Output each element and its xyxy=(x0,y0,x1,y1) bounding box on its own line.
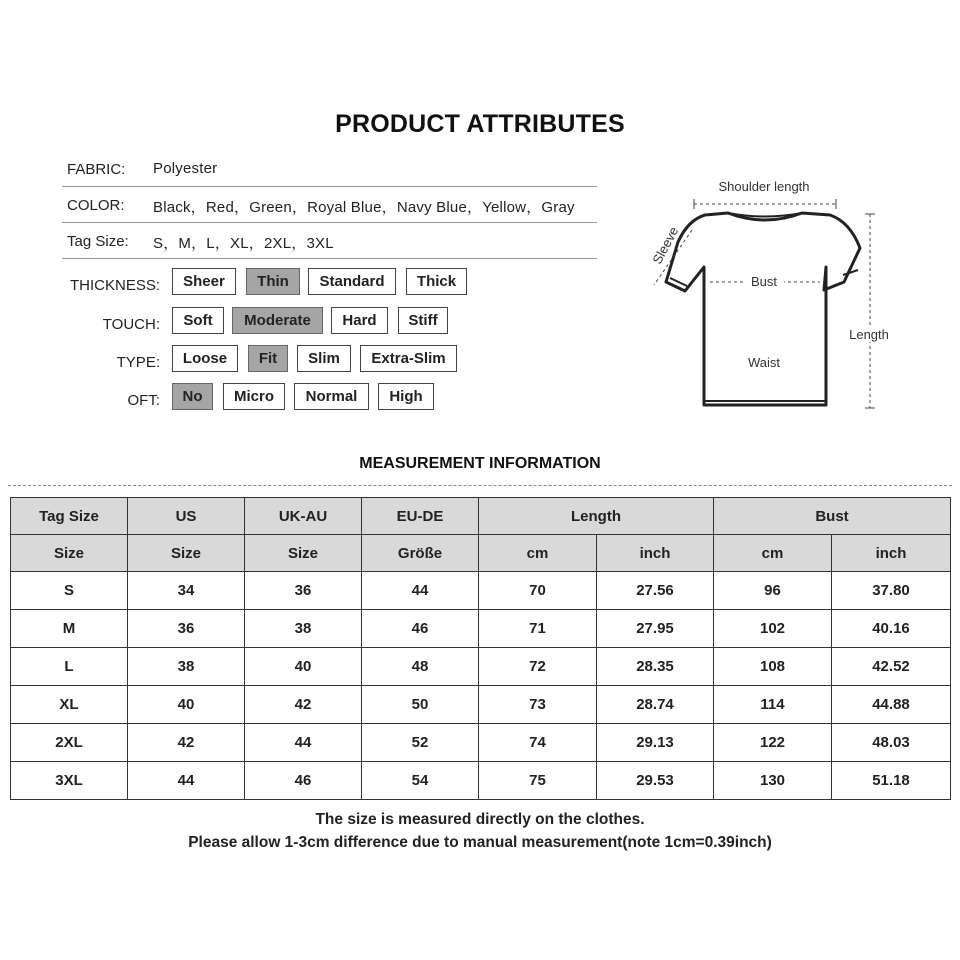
note-line-2: Please allow 1-3cm difference due to manual measurement(note 1cm=0.39inch) xyxy=(188,834,772,851)
oft-option-micro: Micro xyxy=(223,383,285,410)
table-cell: 44 xyxy=(362,572,479,610)
table-cell: 28.35 xyxy=(597,648,714,686)
table-cell: 29.13 xyxy=(597,724,714,762)
table-cell: 48.03 xyxy=(832,724,951,762)
oft-option-no: No xyxy=(172,383,213,410)
table-cell: 74 xyxy=(479,724,597,762)
table-subheader-cell: inch xyxy=(832,535,951,572)
table-cell: 75 xyxy=(479,762,597,800)
table-subheader-cell: Size xyxy=(128,535,245,572)
table-header-row xyxy=(11,498,951,535)
table-cell: 52 xyxy=(362,724,479,762)
table-cell: 122 xyxy=(714,724,832,762)
table-subheader-cell: cm xyxy=(479,535,597,572)
table-cell: 44 xyxy=(245,724,362,762)
thickness-option-sheer: Sheer xyxy=(172,268,236,295)
table-subheader-row xyxy=(11,535,951,572)
type-label: TYPE: xyxy=(116,354,160,371)
oft-option-high: High xyxy=(378,383,434,410)
table-header-cell: UK-AU xyxy=(245,498,362,535)
table-cell: 42 xyxy=(128,724,245,762)
table-row xyxy=(11,724,951,762)
table-subheader-cell: Größe xyxy=(362,535,479,572)
thickness-label: THICKNESS: xyxy=(69,277,160,294)
table-cell: 37.80 xyxy=(832,572,951,610)
thickness-option-thin: Thin xyxy=(246,268,300,295)
waist-label: Waist xyxy=(747,355,781,370)
table-cell: 114 xyxy=(714,686,832,724)
note-line-1: The size is measured directly on the clothes. xyxy=(315,811,645,828)
table-cell: M xyxy=(11,610,128,648)
table-header-cell: EU-DE xyxy=(362,498,479,535)
color-label: COLOR: xyxy=(67,197,125,214)
table-cell: S xyxy=(11,572,128,610)
fabric-value: Polyester xyxy=(153,160,218,177)
bust-label: Bust xyxy=(750,274,778,289)
table-cell: 40.16 xyxy=(832,610,951,648)
type-option-extra-slim: Extra-Slim xyxy=(360,345,457,372)
table-cell: 38 xyxy=(128,648,245,686)
thickness-option-thick: Thick xyxy=(406,268,467,295)
table-cell: 28.74 xyxy=(597,686,714,724)
table-subheader-cell: Size xyxy=(11,535,128,572)
divider xyxy=(62,186,597,187)
table-header-cell: Length xyxy=(479,498,714,535)
touch-option-hard: Hard xyxy=(331,307,388,334)
table-cell: 46 xyxy=(245,762,362,800)
length-label: Length xyxy=(849,327,889,342)
measurement-title: MEASUREMENT INFORMATION xyxy=(359,455,601,472)
table-header-cell: Bust xyxy=(714,498,951,535)
tag-size-label: Tag Size: xyxy=(67,233,129,250)
table-cell: 3XL xyxy=(11,762,128,800)
table-subheader-cell: Size xyxy=(245,535,362,572)
table-cell: L xyxy=(11,648,128,686)
tshirt-outline xyxy=(666,213,860,405)
table-row xyxy=(11,648,951,686)
table-cell: 96 xyxy=(714,572,832,610)
table-row xyxy=(11,762,951,800)
sleeve-label: Sleeve xyxy=(649,224,682,267)
shoulder-length-label: Shoulder length xyxy=(718,179,810,194)
table-cell: 72 xyxy=(479,648,597,686)
table-cell: 40 xyxy=(245,648,362,686)
table-subheader-cell: inch xyxy=(597,535,714,572)
tag-size-value: S，M，L，XL，2XL，3XL xyxy=(153,235,334,252)
table-cell: 102 xyxy=(714,610,832,648)
table-row xyxy=(11,686,951,724)
divider xyxy=(62,222,597,223)
table-cell: 27.95 xyxy=(597,610,714,648)
table-header-cell: US xyxy=(128,498,245,535)
table-cell: 51.18 xyxy=(832,762,951,800)
tshirt-diagram xyxy=(630,170,910,420)
table-subheader-cell: cm xyxy=(714,535,832,572)
table-cell: 34 xyxy=(128,572,245,610)
table-cell: 130 xyxy=(714,762,832,800)
color-value: Black，Red，Green，Royal Blue，Navy Blue，Yellow，Gray xyxy=(153,199,575,216)
table-row xyxy=(11,610,951,648)
table-cell: 54 xyxy=(362,762,479,800)
oft-label: OFT: xyxy=(127,392,160,409)
measurement-table xyxy=(10,497,951,800)
touch-option-soft: Soft xyxy=(172,307,224,334)
table-cell: XL xyxy=(11,686,128,724)
table-cell: 40 xyxy=(128,686,245,724)
table-cell: 46 xyxy=(362,610,479,648)
table-row xyxy=(11,572,951,610)
dashed-divider xyxy=(8,485,952,486)
touch-option-moderate: Moderate xyxy=(232,307,323,334)
oft-option-normal: Normal xyxy=(294,383,369,410)
table-cell: 2XL xyxy=(11,724,128,762)
thickness-option-standard: Standard xyxy=(308,268,396,295)
table-header-cell: Tag Size xyxy=(11,498,128,535)
touch-label: TOUCH: xyxy=(102,316,160,333)
table-cell: 36 xyxy=(245,572,362,610)
table-cell: 27.56 xyxy=(597,572,714,610)
fabric-label: FABRIC: xyxy=(67,161,126,178)
table-cell: 48 xyxy=(362,648,479,686)
table-cell: 70 xyxy=(479,572,597,610)
table-cell: 42 xyxy=(245,686,362,724)
page-title: PRODUCT ATTRIBUTES xyxy=(335,110,625,138)
table-cell: 29.53 xyxy=(597,762,714,800)
table-cell: 44.88 xyxy=(832,686,951,724)
table-cell: 73 xyxy=(479,686,597,724)
table-cell: 38 xyxy=(245,610,362,648)
divider xyxy=(62,258,597,259)
type-option-slim: Slim xyxy=(297,345,351,372)
table-cell: 42.52 xyxy=(832,648,951,686)
touch-option-stiff: Stiff xyxy=(398,307,448,334)
type-option-fit: Fit xyxy=(248,345,288,372)
table-cell: 108 xyxy=(714,648,832,686)
table-cell: 50 xyxy=(362,686,479,724)
table-cell: 36 xyxy=(128,610,245,648)
table-cell: 44 xyxy=(128,762,245,800)
type-option-loose: Loose xyxy=(172,345,238,372)
table-cell: 71 xyxy=(479,610,597,648)
